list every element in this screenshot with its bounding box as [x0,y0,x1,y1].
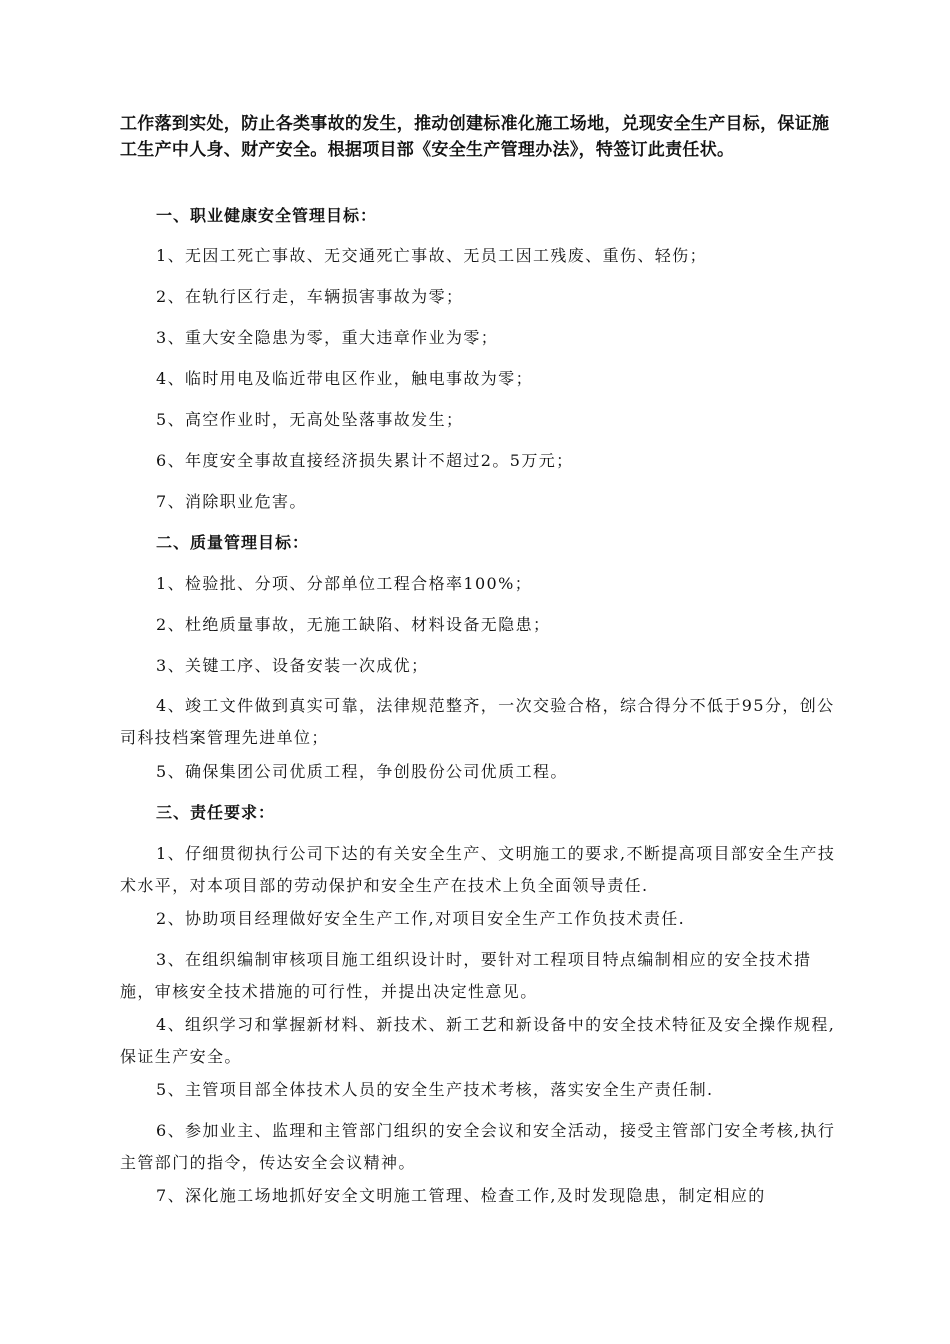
intro-paragraph: 工作落到实处，防止各类事故的发生，推动创建标准化施工场地，兑现安全生产目标，保证施工生产中人身、财产安全。根据项目部《安全生产管理办法》，特签订此责任状。 [120,114,830,160]
section3-heading: 三、责任要求： [156,803,276,822]
section1-item: 4、临时用电及临近带电区作业，触电事故为零； [156,369,533,388]
section1-heading: 一、职业健康安全管理目标： [156,206,378,225]
section2-item: 1、检验批、分项、分部单位工程合格率100%； [156,574,533,593]
section2-item: 3、关键工序、设备安装一次成优； [156,656,429,675]
section1-item: 6、年度安全事故直接经济损失累计不超过2。5万元； [156,451,574,470]
section3-item: 2、协助项目经理做好安全生产工作,对项目安全生产工作负技术责任. [156,909,686,928]
section3-item: 6、参加业主、监理和主管部门组织的安全会议和安全活动，接受主管部门安全考核,执行主管部门的指令，传达安全会议精神。 [120,1121,836,1172]
section1-item: 3、重大安全隐患为零，重大违章作业为零； [156,328,499,347]
section2-item: 4、竣工文件做到真实可靠，法律规范整齐，一次交验合格，综合得分不低于95分，创公司科技档案管理先进单位； [120,696,835,747]
section1-item: 5、高空作业时，无高处坠落事故发生； [156,410,464,429]
section3-item: 4、组织学习和掌握新材料、新技术、新工艺和新设备中的安全技术特征及安全操作规程,保证生产安全。 [120,1015,836,1066]
section2-heading: 二、质量管理目标： [156,533,310,552]
section3-item: 5、主管项目部全体技术人员的安全生产技术考核，落实安全生产责任制. [156,1080,714,1099]
section3-item: 1、仔细贯彻执行公司下达的有关安全生产、文明施工的要求,不断提高项目部安全生产技术水平，对本项目部的劳动保护和安全生产在技术上负全面领导责任. [120,844,836,895]
section1-item: 2、在轨行区行走，车辆损害事故为零； [156,287,464,306]
section1-item: 1、无因工死亡事故、无交通死亡事故、无员工因工残废、重伤、轻伤； [156,246,707,265]
section1-item: 7、消除职业危害。 [156,492,307,511]
section2-item: 5、确保集团公司优质工程，争创股份公司优质工程。 [156,762,568,781]
section2-item: 2、杜绝质量事故，无施工缺陷、材料设备无隐患； [156,615,551,634]
section3-item: 7、深化施工场地抓好安全文明施工管理、检查工作,及时发现隐患，制定相应的 [156,1186,766,1205]
section3-item: 3、在组织编制审核项目施工组织设计时，要针对工程项目特点编制相应的安全技术措施，审核安全技术措施的可行性，并提出决定性意见。 [120,950,812,1001]
